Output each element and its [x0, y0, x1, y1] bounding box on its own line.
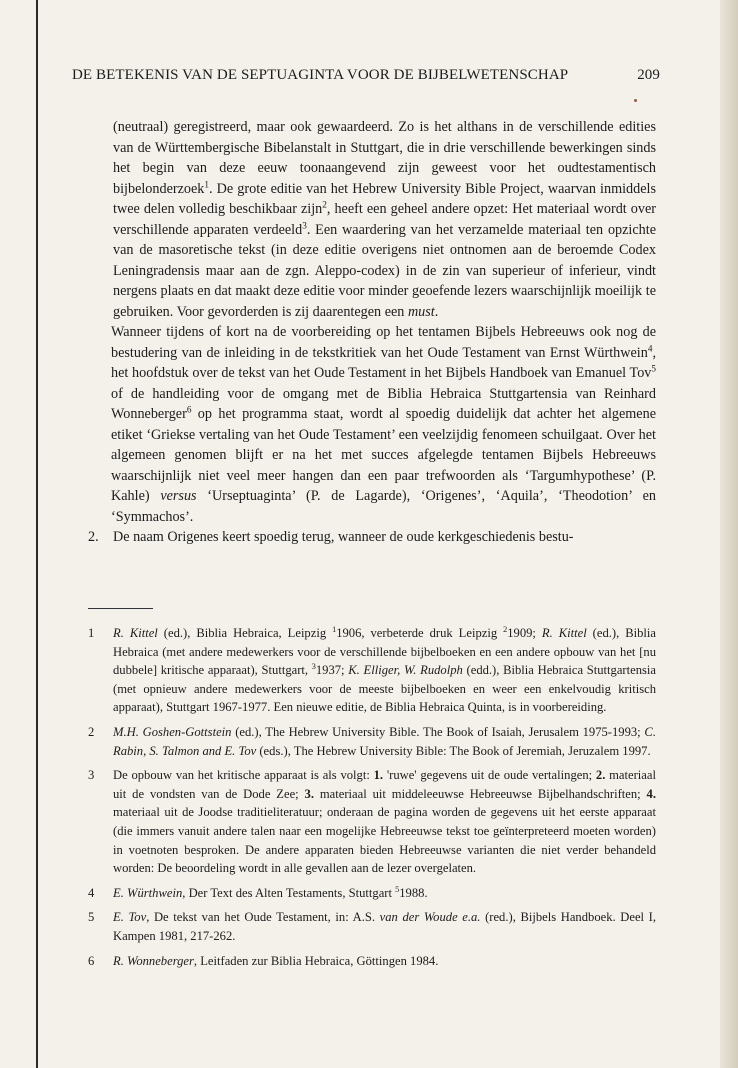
footnote-1	[88, 624, 656, 717]
text-run: 'ruwe' gegevens uit de oude vertalingen;	[383, 768, 596, 783]
text-run: 1988.	[399, 885, 428, 900]
page-number: 209	[637, 67, 660, 83]
footnote-number: 5	[88, 910, 95, 925]
page-edge-left	[36, 0, 38, 1068]
section-number: 2.	[88, 529, 99, 545]
footnote-ref-6: 6	[186, 404, 192, 415]
footnote-text	[113, 908, 656, 945]
emphasis: must	[407, 303, 435, 320]
text-run: .	[434, 303, 439, 320]
text-run: . Een waardering van het verzamelde materiaal ten opzichte van de masoretische tekst (in deze editie overigens niet ontnomen aan de beroemde Codex Leningradensis maar aan de zgn. Aleppo-codex) in de zin van superieur of inferieur, vindt nergens plaats en dat maakt deze editie voor minder geoefende lezers waarschijnlijk moeilijk te gebruiken. Voor gevorderden is zij daarentegen een	[113, 221, 656, 320]
text-run: (ed.), Biblia Hebraica, Leipzig	[157, 626, 333, 640]
author: van der Woude e.a.	[379, 910, 481, 925]
text-run: De opbouw van het kritische apparaat is als volgt:	[113, 768, 374, 783]
footnote-text	[113, 723, 656, 760]
author: R. Kittel	[541, 626, 587, 640]
ink-speck	[634, 99, 637, 102]
list-marker: 4.	[646, 786, 656, 801]
text-run: (edd.), Biblia Hebraica Stuttgartensia (met opnieuw andere medewerkers voor de meeste bijbelboeken en weer een enkelvoudig kritisch apparaat), Stuttgart 1967-1977. Een nieuwe editie, de Biblia Hebraica Quinta, is in voorbereiding.	[113, 663, 656, 715]
author: R. Wonneberger	[113, 953, 194, 968]
author: C. Rabin, S. Talmon and E. Tov	[113, 724, 656, 758]
edition-sup: 2	[503, 624, 508, 634]
text-run: . De grote editie van het Hebrew University Bible Project, waarvan inmiddels twee delen volledig beschikbaar zijn	[113, 180, 656, 217]
footnote-number: 4	[88, 885, 95, 900]
text-run: 1937;	[315, 663, 349, 678]
footnote-5	[88, 908, 656, 945]
text-run: 1906, verbeterde druk Leipzig	[336, 626, 504, 640]
text-run: (ed.), The Hebrew University Bible. The Book of Isaiah, Jerusalem 1975-1993;	[231, 724, 645, 739]
main-text	[88, 117, 656, 548]
paragraph-2	[111, 322, 656, 527]
text-run: materiaal uit de vondsten van de Dode Zee;	[113, 768, 656, 801]
footnote-number: 1	[88, 626, 95, 640]
list-marker: 2.	[595, 768, 606, 783]
footnote-separator	[88, 608, 153, 609]
text-run: , Der Text des Alten Testaments, Stuttgart	[182, 885, 396, 900]
text-run: , Leitfaden zur Biblia Hebraica, Göttingen 1984.	[193, 953, 439, 968]
list-marker: 3.	[304, 786, 314, 801]
text-run: Wanneer tijdens of kort na de voorbereiding op het tentamen Bijbels Hebreeuws ook nog de bestudering van de inleiding in de tekstkritiek van het Oude Testament van Ernst Würthwein	[111, 324, 656, 361]
text-run: (ed.), Biblia Hebraica (met andere medewerkers voor de verschillende bijbelboeken en een andere opbouw van het [nu dubbele] kritische apparaat), Stuttgart,	[113, 626, 657, 678]
footnote-text	[113, 766, 656, 878]
edition-sup: 1	[332, 624, 337, 634]
footnote-4	[88, 884, 656, 903]
footnote-ref-4: 4	[647, 342, 653, 353]
text-run: (red.), Bijbels Handboek. Deel I, Kampen 1981, 217-262.	[113, 910, 656, 943]
author: R. Kittel	[113, 626, 158, 640]
footnote-text	[113, 952, 656, 971]
footnotes	[88, 624, 656, 976]
footnote-6	[88, 952, 656, 971]
edition-sup: 5	[395, 884, 400, 894]
text-run: , heeft een geheel andere opzet: Het materiaal wordt over verschillende apparaten verdeeld	[113, 201, 656, 238]
edition-sup: 3	[311, 662, 316, 671]
list-marker: 1.	[373, 768, 384, 783]
footnote-ref-5: 5	[651, 363, 656, 374]
footnote-number: 3	[88, 768, 95, 783]
author: E. Tov	[113, 910, 147, 925]
text-run: , De tekst van het Oude Testament, in: A.S.	[146, 910, 380, 925]
text-run: , het hoofdstuk over de tekst van het Oude Testament in het Bijbels Handboek van Emanuel Tov	[111, 344, 656, 381]
page-edge-right	[720, 0, 738, 1068]
text-run: (neutraal) geregistreerd, maar ook gewaardeerd. Zo is het althans in de verschillende edities van de Württembergische Bibelanstalt in Stuttgart, die in drie verschillende bewerkingen sinds het begin van deze eeuw toonaangevend zijn geweest voor het oudtestamentisch bijbelonderzoek	[113, 119, 656, 197]
running-header	[72, 67, 660, 84]
text-run: materiaal uit de Joodse traditieliteratuur; onderaan de pagina worden de gegevens uit het eerste apparaat (die immers vanuit andere talen naar een mogelijke Hebreeuwse tekst toe geïnterpreteerd moeten worden) in voetnoten besproken. De andere apparaten bieden Hebreeuwse varianten die niet verder behandeld worden: De beoordeling wordt in alle gevallen aan de lezer overgelaten.	[113, 805, 656, 876]
text-run: (eds.), The Hebrew University Bible: The Book of Jeremiah, Jeruzalem 1997.	[256, 743, 651, 758]
text-run: De naam Origenes keert spoedig terug, wanneer de oude kerkgeschiedenis bestu-	[113, 529, 574, 545]
footnote-3	[88, 766, 656, 878]
emphasis: versus	[160, 488, 197, 504]
paragraph-1	[113, 117, 656, 322]
paragraph-3	[88, 527, 656, 548]
text-run: materiaal uit middeleeuwse Hebreeuwse Bijbelhandschriften;	[314, 786, 647, 801]
running-title: DE BETEKENIS VAN DE SEPTUAGINTA VOOR DE BIJBELWETENSCHAP	[72, 67, 569, 83]
footnote-number: 6	[88, 953, 95, 968]
text-run: ‘Urseptuaginta’ (P. de Lagarde), ‘Origenes’, ‘Aquila’, ‘Theodotion’ en ‘Symmachos’.	[111, 488, 656, 525]
footnote-ref-3: 3	[302, 219, 307, 230]
footnote-ref-1: 1	[204, 178, 210, 189]
footnote-number: 2	[88, 724, 95, 739]
author: M.H. Goshen-Gottstein	[113, 724, 232, 739]
text-run: 1909;	[507, 626, 542, 640]
author: K. Elliger, W. Rudolph	[348, 663, 463, 678]
author: E. Würthwein	[113, 885, 183, 900]
footnote-ref-2: 2	[322, 199, 327, 210]
footnote-2	[88, 723, 656, 760]
footnote-text	[113, 884, 656, 903]
footnote-text	[113, 624, 656, 717]
text-run: of de handleiding voor de omgang met de Biblia Hebraica Stuttgartensia van Reinhard Wonneberger	[111, 385, 656, 422]
text-run: op het programma staat, wordt al spoedig duidelijk dat achter het algemene etiket ‘Griekse vertaling van het Oude Testament’ een veelzijdig fenomeen schuilgaat. Over het algemeen genomen blijft er na het met succes afgelegde tentamen Bijbels Hebreeuws waarschijnlijk niet veel meer hangen dan een paar trefwoorden als ‘Targumhypothese’ (P. Kahle)	[111, 406, 656, 504]
